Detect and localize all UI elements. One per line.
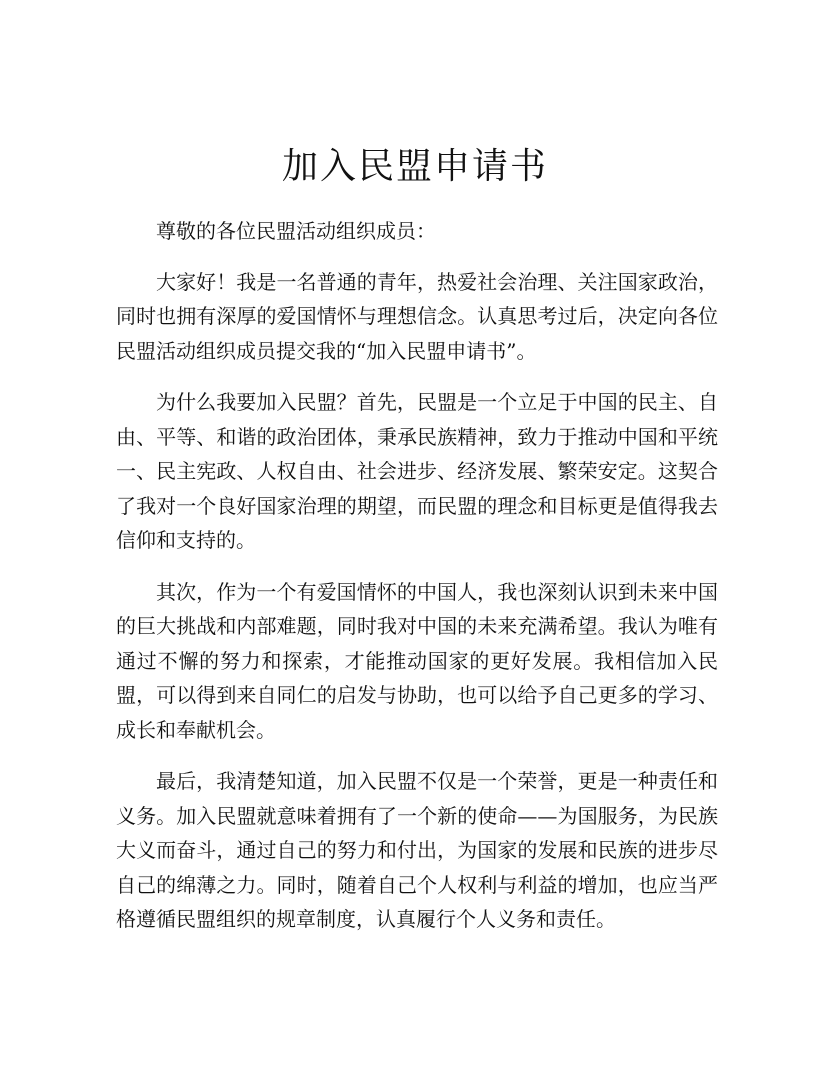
paragraph-last: 最后，我清楚知道，加入民盟不仅是一个荣誉，更是一种责任和义务。加入民盟就意味着拥有了一个新的使命——为国服务，为民族大义而奋斗，通过自己的努力和付出，为国家的发展和民族的进步尽自己的绵薄之力。同时，随着自己个人权利与利益的增加，也应当严格遵循民盟组织的规章制度，认真履行个人义务和责任。 [116,769,718,931]
document-body [116,214,718,954]
paragraph-second: 其次，作为一个有爱国情怀的中国人，我也深刻认识到未来中国的巨大挑战和内部难题，同时我对中国的未来充满希望。我认为唯有通过不懈的努力和探索，才能推动国家的更好发展。我相信加入民盟，可以得到来自同仁的启发与协助，也可以给予自己更多的学习、成长和奉献机会。 [116,579,718,742]
paragraph-reason: 为什么我要加入民盟？首先，民盟是一个立足于中国的民主、自由、平等、和谐的政治团体，秉承民族精神，致力于推动中国和平统一、民主宪政、人权自由、社会进步、经济发展、繁荣安定。这契合了我对一个良好国家治理的期望，而民盟的理念和目标更是值得我去信仰和支持的。 [116,390,718,552]
paragraph-greeting: 大家好！我是一名普通的青年，热爱社会治理、关注国家政治，同时也拥有深厚的爱国情怀与理想信念。认真思考过后，决定向各位民盟活动组织成员提交我的“加入民盟申请书”。 [116,269,718,363]
document-title: 加入民盟申请书 [281,146,548,187]
salutation: 尊敬的各位民盟活动组织成员： [156,219,436,243]
